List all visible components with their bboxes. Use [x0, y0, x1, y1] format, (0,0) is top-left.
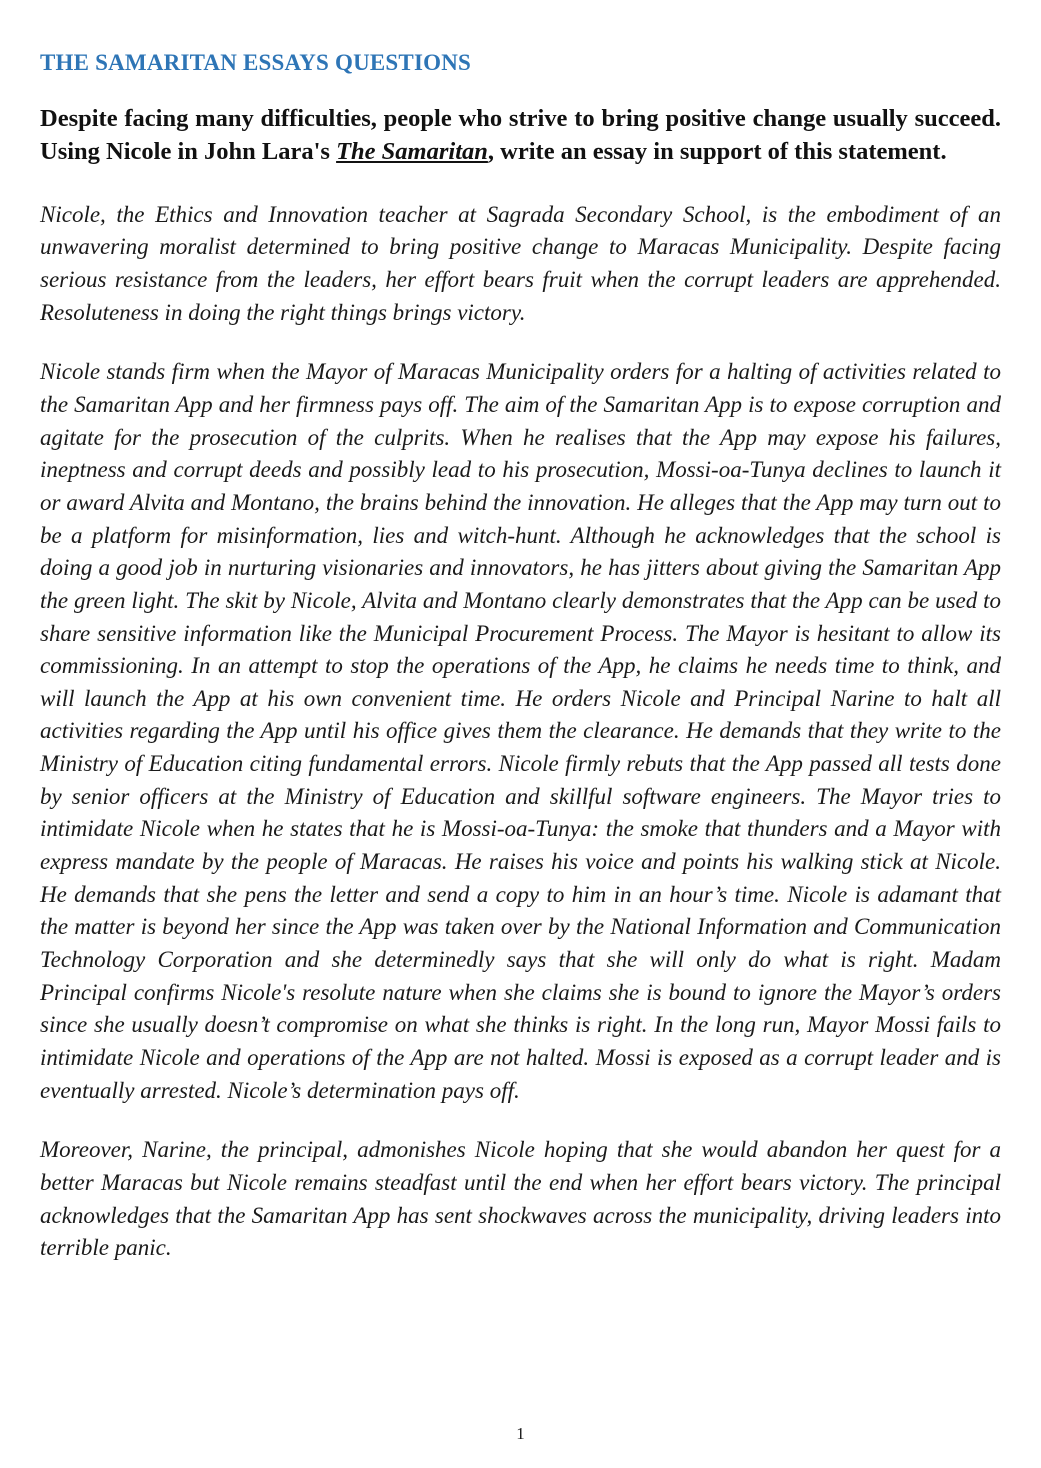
work-title: The Samaritan — [336, 138, 488, 166]
body-paragraph: Moreover, Narine, the principal, admonishes Nicole hoping that she would abandon her quest for a better Maracas but Nicole remains steadfast until the end when her effort bears victory. The principal acknowledges that the Samaritan App has sent shockwaves across the municipality, driving leaders into terrible panic. — [40, 1137, 1001, 1261]
essay-prompt — [40, 102, 1001, 169]
page-title: THE SAMARITAN ESSAYS QUESTIONS — [40, 50, 471, 75]
page-number: 1 — [516, 1424, 525, 1443]
body-paragraph: Nicole, the Ethics and Innovation teacher at Sagrada Secondary School, is the embodiment of an unwavering moralist determined to bring positive change to Maracas Municipality. Despite facing serious resistance from the leaders, her effort bears fruit when the corrupt leaders are apprehended. Resoluteness in doing the right things brings victory. — [40, 201, 1001, 325]
prompt-text-part-2: , write an essay in support of this statement. — [487, 138, 947, 166]
body-paragraph: Nicole stands firm when the Mayor of Maracas Municipality orders for a halting of activities related to the Samaritan App and her firmness pays off. The aim of the Samaritan App is to expose corruption and agitate for the prosecution of the culprits. When he realises that the App may expose his failures, ineptness and corrupt deeds and possibly lead to his prosecution, Mossi-oa-Tunya declines to launch it or award Alvita and Montano, the brains behind the innovation. He alleges that the App may turn out to be a platform for misinformation, lies and witch-hunt. Although he acknowledges that the school is doing a good job in nurturing visionaries and innovators, he has jitters about giving the Samaritan App the green light. The skit by Nicole, Alvita and Montano clearly demonstrates that the App can be used to share sensitive information like the Municipal Procurement Process. The Mayor is hesitant to allow its commissioning. In an attempt to stop the operations of the App, he claims he needs time to think, and will launch the App at his own convenient time. He orders Nicole and Principal Narine to halt all activities regarding the App until his office gives them the clearance. He demands that they write to the Ministry of Education citing fundamental errors. Nicole firmly rebuts that the App passed all tests done by senior officers at the Ministry of Education and skillful software engineers. The Mayor tries to intimidate Nicole when he states that he is Mossi-oa-Tunya: the smoke that thunders and a Mayor with express mandate by the people of Maracas. He raises his voice and points his walking stick at Nicole. He demands that she pens the letter and send a copy to him in an hour’s time. Nicole is adamant that the matter is beyond her since the App was taken over by the National Information and Communication Technology Corporation and she determinedly says that she will only do what is right. Madam Principal confirms Nicole's resolute nature when she claims she is bound to ignore the Mayor’s orders since she usually doesn’t compromise on what she thinks is right. In the long run, Mayor Mossi fails to intimidate Nicole and operations of the App are not halted. Mossi is exposed as a corrupt leader and is eventually arrested. Nicole’s determination pays off. — [40, 359, 1001, 1103]
prompt-text-part-1: Despite facing many difficulties, people who strive to bring positive change usually succeed. Using Nicole in John Lara's — [40, 105, 1001, 166]
